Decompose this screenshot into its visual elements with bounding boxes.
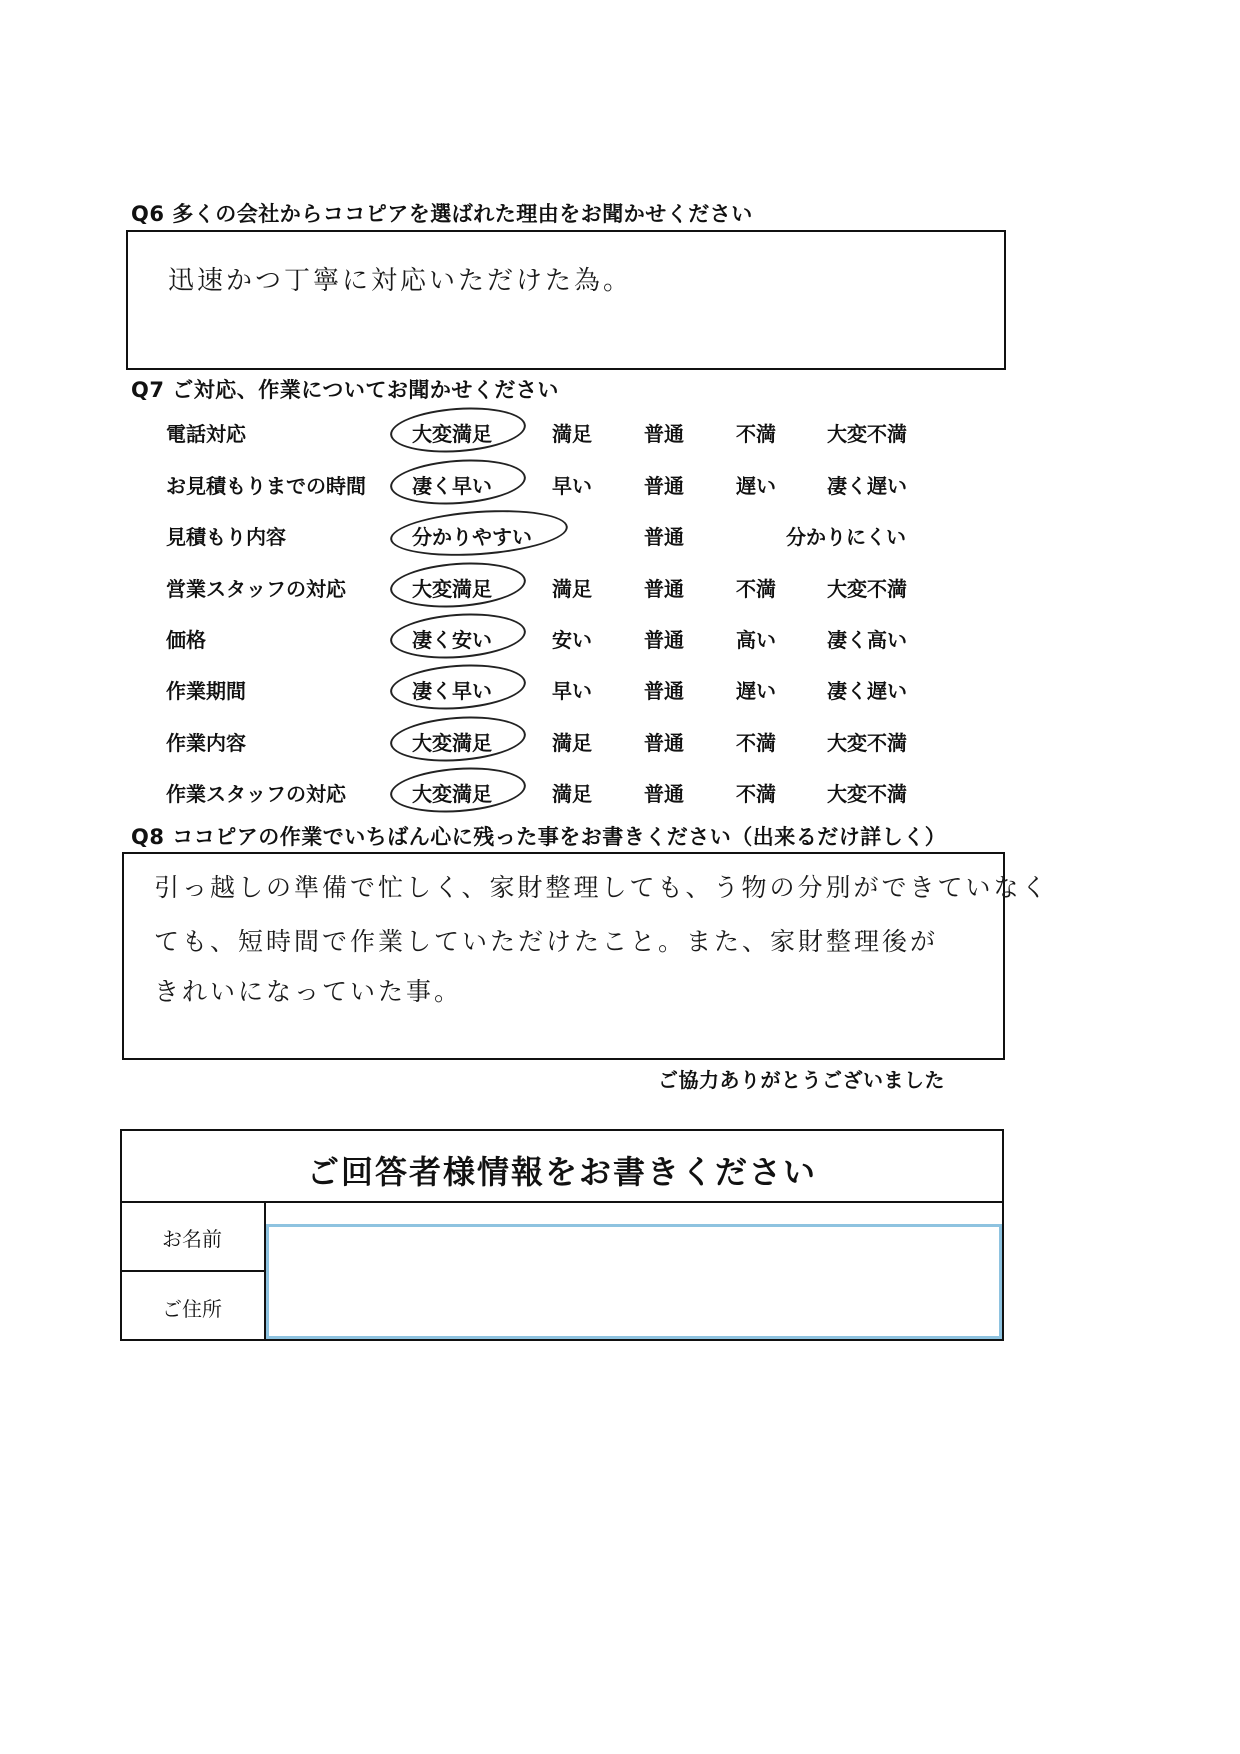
q7-option[interactable]: 普通 xyxy=(644,525,684,549)
q7-selection-circle xyxy=(389,558,528,611)
q7-title: Q7 ご対応、作業についてお聞かせください xyxy=(131,378,559,402)
address-label: ご住所 xyxy=(162,1297,222,1321)
q7-option[interactable]: 遅い xyxy=(736,474,776,498)
q7-option[interactable]: 普通 xyxy=(644,628,684,652)
q7-option[interactable]: 満足 xyxy=(552,422,592,446)
q7-option[interactable]: 不満 xyxy=(736,577,776,601)
q7-row-label: 価格 xyxy=(166,628,206,652)
q7-option[interactable]: 分かりやすい xyxy=(412,525,532,549)
q7-option[interactable]: 満足 xyxy=(552,731,592,755)
q7-option[interactable]: 高い xyxy=(736,628,776,652)
q7-option[interactable]: 普通 xyxy=(644,731,684,755)
q7-selection-circle xyxy=(389,505,570,561)
q7-selection-circle xyxy=(389,660,528,713)
q7-option[interactable]: 不満 xyxy=(736,731,776,755)
q8-answer-line-3: きれいになっていた事。 xyxy=(154,977,463,1006)
q7-option[interactable]: 普通 xyxy=(644,577,684,601)
redacted-name-address-field[interactable] xyxy=(266,1224,1002,1339)
q7-option[interactable]: 普通 xyxy=(644,474,684,498)
q6-title: Q6 多くの会社からココピアを選ばれた理由をお聞かせください xyxy=(131,202,753,226)
q7-option[interactable]: 凄く高い xyxy=(827,628,907,652)
q7-option[interactable]: 普通 xyxy=(644,782,684,806)
q6-answer-box[interactable] xyxy=(126,230,1006,370)
name-label: お名前 xyxy=(162,1227,222,1251)
q7-option[interactable]: 不満 xyxy=(736,422,776,446)
q7-option[interactable]: 大変不満 xyxy=(827,422,907,446)
q7-row-label: 見積もり内容 xyxy=(166,525,286,549)
info-header-divider xyxy=(122,1201,1002,1203)
q8-title: Q8 ココピアの作業でいちばん心に残った事をお書きください（出来るだけ詳しく） xyxy=(131,825,947,849)
info-title: ご回答者様情報をお書きください xyxy=(306,1153,817,1191)
q7-selection-circle xyxy=(389,455,528,508)
q8-answer-line-2: ても、短時間で作業していただけたこと。また、家財整理後が xyxy=(154,927,939,956)
q7-option[interactable]: 大変満足 xyxy=(412,577,492,601)
q7-selection-circle xyxy=(389,763,528,816)
q7-row-label: 電話対応 xyxy=(166,422,246,446)
q7-option[interactable]: 大変不満 xyxy=(827,577,907,601)
q7-option[interactable]: 普通 xyxy=(644,679,684,703)
q7-option[interactable]: 大変満足 xyxy=(412,731,492,755)
q7-option[interactable]: 大変不満 xyxy=(827,782,907,806)
q7-option[interactable]: 凄く遅い xyxy=(827,474,907,498)
q7-option[interactable]: 凄く安い xyxy=(412,628,492,652)
q7-option[interactable]: 安い xyxy=(552,628,592,652)
q7-option[interactable]: 大変満足 xyxy=(412,422,492,446)
info-row-divider xyxy=(122,1270,264,1272)
q7-option[interactable]: 満足 xyxy=(552,782,592,806)
q7-row-label: 作業内容 xyxy=(166,731,246,755)
q8-answer-line-1: 引っ越しの準備で忙しく、家財整理しても、う物の分別ができていなく xyxy=(154,873,1050,902)
q7-row-label: 営業スタッフの対応 xyxy=(166,577,346,601)
q7-option[interactable]: 普通 xyxy=(644,422,684,446)
q7-option[interactable]: 凄く遅い xyxy=(827,679,907,703)
q6-handwritten-answer: 迅速かつ丁寧に対応いただけた為。 xyxy=(168,266,633,296)
q7-selection-circle xyxy=(389,403,528,456)
q7-row-label: 作業期間 xyxy=(166,679,246,703)
q7-option[interactable]: 早い xyxy=(552,679,592,703)
respondent-info-table xyxy=(120,1129,1004,1341)
q8-answer-box[interactable] xyxy=(122,852,1050,1060)
thanks-message: ご協力ありがとうございました xyxy=(658,1068,945,1092)
q7-option[interactable]: 分かりにくい xyxy=(786,525,906,549)
q7-option[interactable]: 大変満足 xyxy=(412,782,492,806)
q7-selection-circle xyxy=(389,609,528,662)
q7-option[interactable]: 不満 xyxy=(736,782,776,806)
q7-row-label: 作業スタッフの対応 xyxy=(166,782,346,806)
q7-option[interactable]: 満足 xyxy=(552,577,592,601)
q7-row-label: お見積もりまでの時間 xyxy=(166,474,366,498)
q7-selection-circle xyxy=(389,712,528,765)
q7-option[interactable]: 大変不満 xyxy=(827,731,907,755)
q7-option[interactable]: 凄く早い xyxy=(412,679,492,703)
q7-option[interactable]: 凄く早い xyxy=(412,474,492,498)
q7-option[interactable]: 早い xyxy=(552,474,592,498)
q7-option[interactable]: 遅い xyxy=(736,679,776,703)
